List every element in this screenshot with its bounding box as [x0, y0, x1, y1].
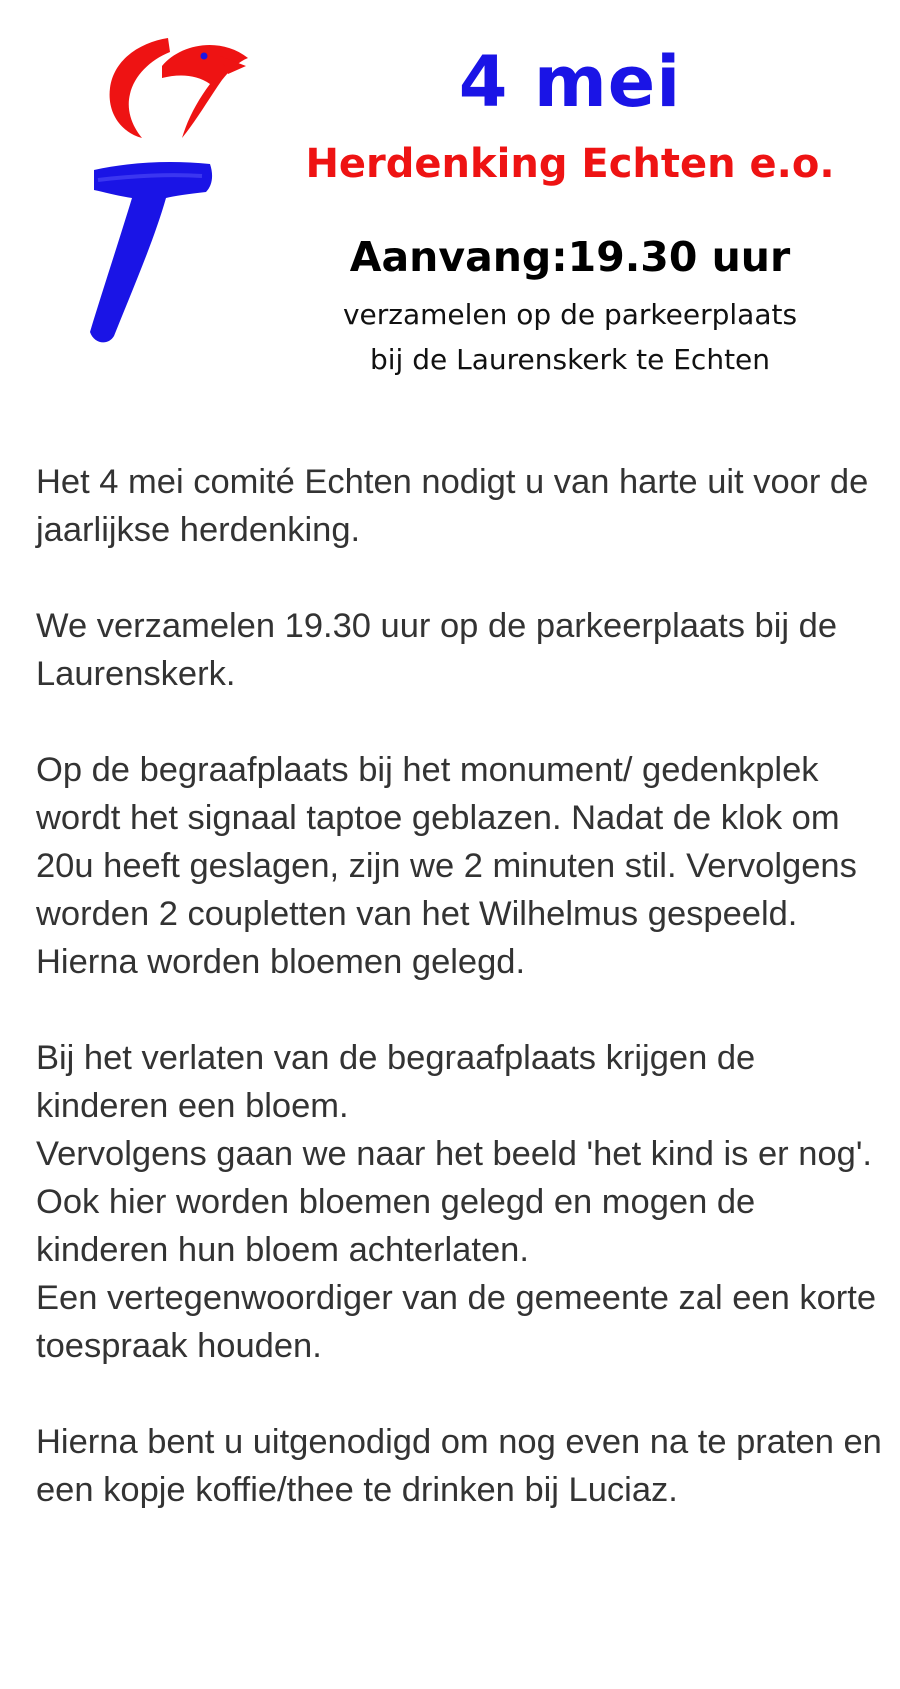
paragraph-after-ceremony: [36, 1034, 886, 1370]
paragraph-closing: [36, 1418, 886, 1514]
flyer-header: [0, 0, 900, 400]
paragraph-line: Ook hier worden bloemen gelegd en mogen de kinderen hun bloem achterlaten.: [36, 1183, 756, 1269]
paragraph-line: Hierna bent u uitgenodigd om nog even na te praten en een kopje koffie/thee te drinken bij Luciaz.: [36, 1423, 882, 1509]
invitation-body: [36, 458, 886, 1562]
paragraph-line: We verzamelen 19.30 uur op de parkeerplaats bij de Laurenskerk.: [36, 607, 838, 693]
paragraph-line: Bij het verlaten van de begraafplaats krijgen de kinderen een bloem.: [36, 1039, 756, 1125]
paragraph-line: Het 4 mei comité Echten nodigt u van harte uit voor de jaarlijkse herdenking.: [36, 463, 869, 549]
meeting-location: [290, 292, 850, 382]
event-subtitle: Herdenking Echten e.o.: [305, 141, 835, 187]
start-time: Aanvang:19.30 uur: [349, 233, 791, 281]
paragraph-line: Een vertegenwoordiger van de gemeente zal een korte toespraak houden.: [36, 1279, 877, 1365]
paragraph-ceremony: [36, 746, 886, 986]
page-title: 4 mei: [458, 41, 682, 123]
dove-torch-logo-icon: [70, 30, 280, 360]
location-line: bij de Laurenskerk te Echten: [369, 343, 771, 376]
paragraph-invitation: [36, 458, 886, 554]
paragraph-line: Op de begraafplaats bij het monument/ gedenkplek wordt het signaal taptoe geblazen. Nadat de klok om 20u heeft geslagen, zijn we 2 minuten stil. Vervolgens worden 2 coupletten van het Wilhelmus gespeeld. Hierna worden bloemen gelegd.: [36, 751, 857, 981]
location-line: verzamelen op de parkeerplaats: [342, 298, 798, 331]
paragraph-gathering: [36, 602, 886, 698]
paragraph-line: Vervolgens gaan we naar het beeld 'het kind is er nog'.: [36, 1135, 872, 1173]
